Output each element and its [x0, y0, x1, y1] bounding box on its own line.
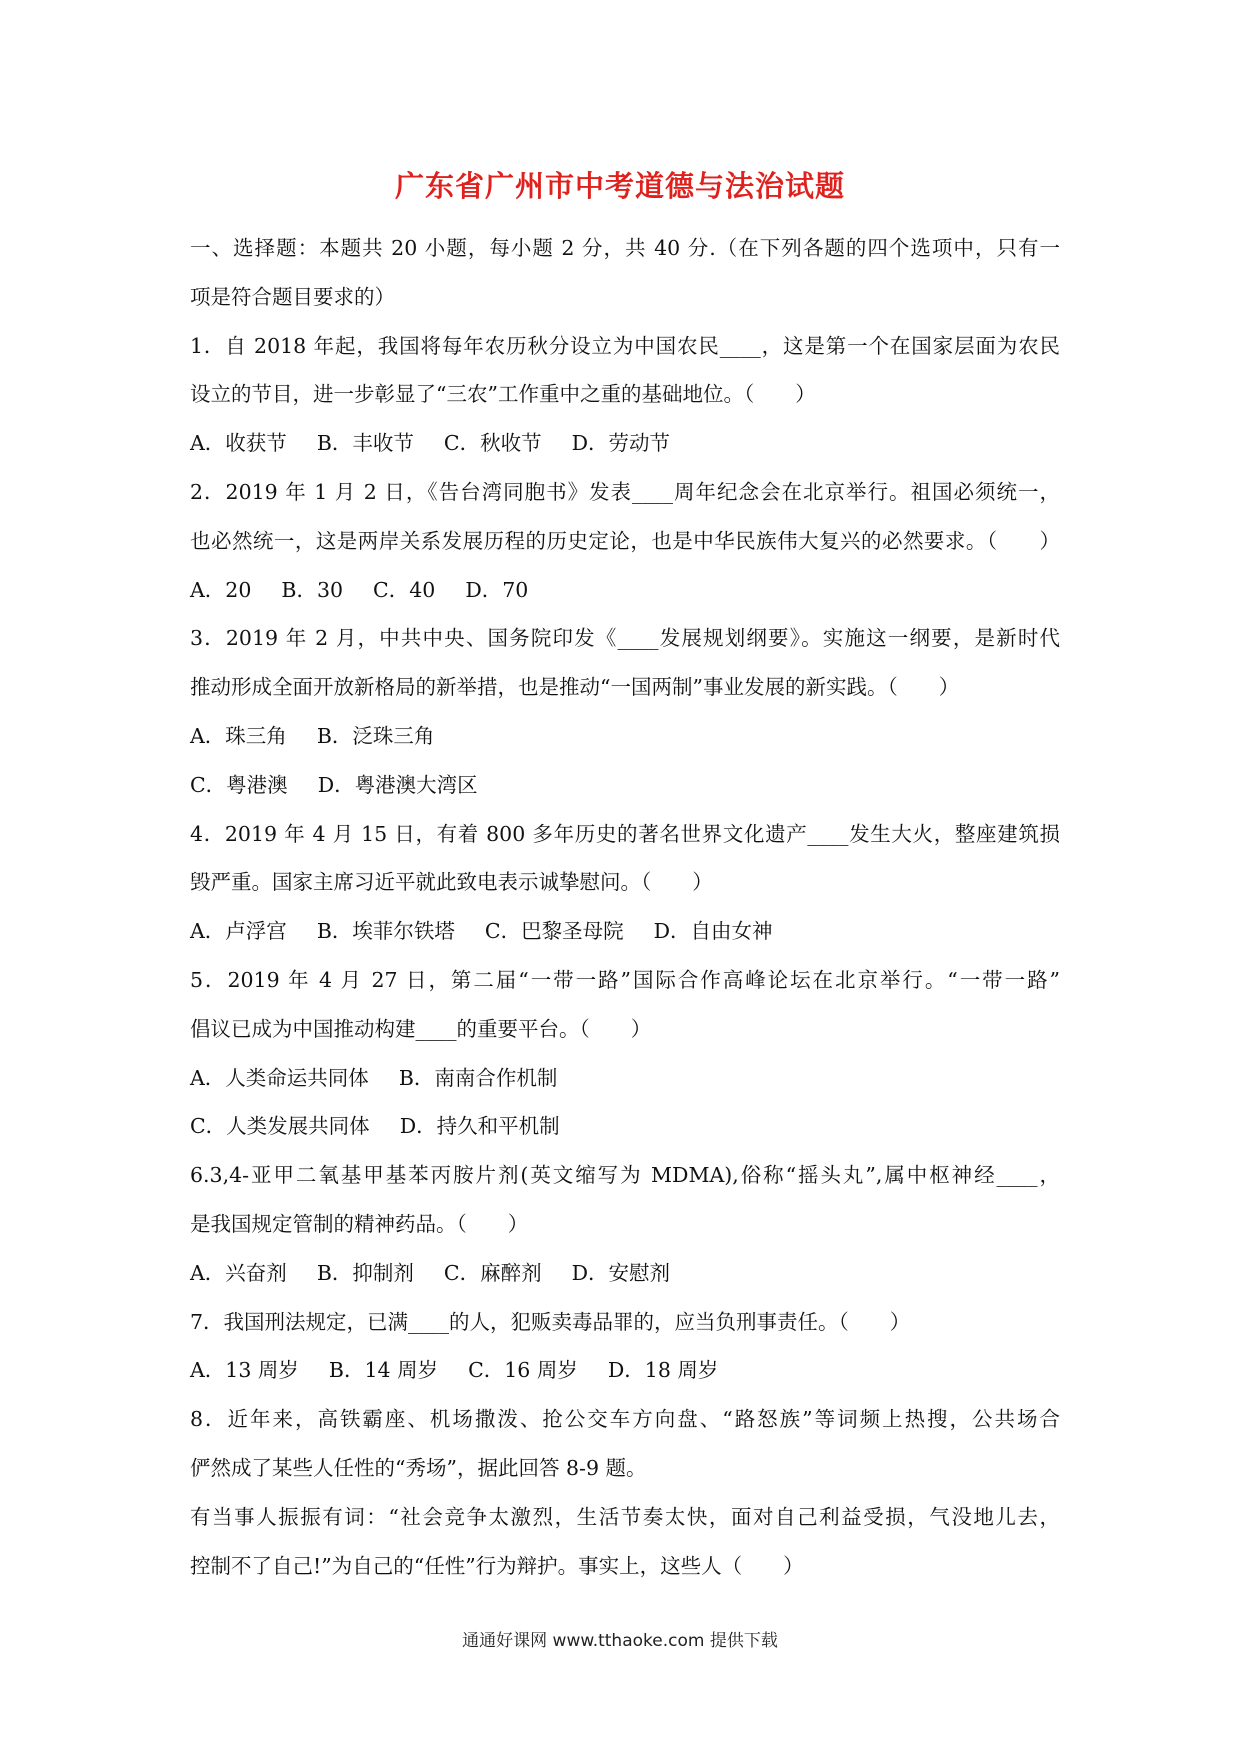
option-row	[190, 1249, 1060, 1298]
option-row	[190, 712, 1060, 761]
option-row	[190, 761, 1060, 810]
question-3	[190, 614, 1060, 809]
option-row	[190, 1054, 1060, 1103]
option-a: A．兴奋剂	[190, 1260, 287, 1285]
option-b: B．南南合作机制	[398, 1065, 558, 1090]
question-text-line: 也必然统一，这是两岸关系发展历程的历史定论，也是中华民族伟大复兴的必然要求。（ ）	[190, 528, 1060, 553]
question-text-line: 毁严重。国家主席习近平就此致电表示诚挚慰问。（ ）	[190, 870, 713, 895]
question-text-line: 推动形成全面开放新格局的新举措，也是推动“一国两制”事业发展的新实践。（ ）	[190, 675, 960, 700]
question-text-line: 4．2019 年 4 月 15 日，有着 800 多年历史的著名世界文化遗产____发生大火，整座建筑损	[190, 821, 1060, 846]
option-row	[190, 566, 1060, 615]
option-b: B．泛珠三角	[316, 723, 435, 748]
option-a: A．13 周岁	[190, 1358, 299, 1383]
option-a: A．20	[190, 577, 252, 602]
question-7	[190, 1298, 1060, 1396]
option-d: D．安慰剂	[571, 1260, 671, 1285]
question-4	[190, 810, 1060, 956]
option-c: C．人类发展共同体	[190, 1114, 370, 1139]
option-d: D．劳动节	[571, 431, 671, 456]
option-b: B．14 周岁	[328, 1358, 439, 1383]
option-a: A．收获节	[190, 431, 287, 456]
option-d: D．18 周岁	[607, 1358, 719, 1383]
question-text-line: 5．2019 年 4 月 27 日，第二届“一带一路”国际合作高峰论坛在北京举行。“一带一路”	[190, 967, 1060, 992]
question-8	[190, 1395, 1060, 1590]
section-instructions-line-1: 一、选择题：本题共 20 小题，每小题 2 分，共 40 分.（在下列各题的四个选项中，只有一	[190, 236, 1060, 260]
question-1	[190, 322, 1060, 468]
option-d: D．自由女神	[653, 919, 773, 944]
option-c: C．16 周岁	[468, 1358, 578, 1383]
question-text-line: 控制不了自己!”为自己的“任性”行为辩护。事实上，这些人（ ）	[190, 1553, 804, 1578]
option-b: B．丰收节	[316, 431, 414, 456]
option-row	[190, 1346, 1060, 1395]
question-2	[190, 468, 1060, 614]
option-c: C．40	[373, 577, 436, 602]
option-a: A．珠三角	[190, 723, 287, 748]
option-a: A．卢浮宫	[190, 919, 287, 944]
option-row	[190, 1102, 1060, 1151]
question-text-line: 6.3,4-亚甲二氧基甲基苯丙胺片剂(英文缩写为 MDMA),俗称“摇头丸”,属中枢神经____，	[190, 1163, 1060, 1188]
exam-content	[190, 224, 1060, 1590]
question-text-line: 1．自 2018 年起，我国将每年农历秋分设立为中国农民____，这是第一个在国家层面为农民	[190, 333, 1060, 358]
option-d: D．持久和平机制	[399, 1114, 560, 1139]
question-text-line: 倡议已成为中国推动构建____的重要平台。（ ）	[190, 1016, 652, 1041]
question-text-line: 俨然成了某些人任性的“秀场”，据此回答 8-9 题。	[190, 1455, 647, 1480]
option-b: B．抑制剂	[316, 1260, 414, 1285]
question-text-line: 3．2019 年 2 月，中共中央、国务院印发《____发展规划纲要》。实施这一纲要，是新时代	[190, 626, 1060, 651]
option-c: C．巴黎圣母院	[484, 919, 624, 944]
option-d: D．粤港澳大湾区	[317, 772, 478, 797]
option-c: C．秋收节	[443, 431, 542, 456]
option-b: B．埃菲尔铁塔	[316, 919, 455, 944]
option-a: A．人类命运共同体	[190, 1065, 369, 1090]
option-c: C．麻醉剂	[443, 1260, 542, 1285]
page-footer: 通通好课网 www.tthaoke.com 提供下载	[462, 1631, 778, 1651]
option-b: B．30	[281, 577, 344, 602]
question-text-line: 7．我国刑法规定，已满____的人，犯贩卖毒品罪的，应当负刑事责任。（ ）	[190, 1309, 911, 1334]
page-title: 广东省广州市中考道德与法治试题	[394, 169, 845, 203]
option-row	[190, 907, 1060, 956]
option-d: D．70	[465, 577, 529, 602]
option-c: C．粤港澳	[190, 772, 288, 797]
section-instructions-line-2: 项是符合题目要求的）	[190, 284, 395, 309]
question-text-line: 是我国规定管制的精神药品。（ ）	[190, 1211, 529, 1236]
question-text-line: 有当事人振振有词：“社会竞争太激烈，生活节奏太快，面对自己利益受损，气没地儿去，	[190, 1504, 1060, 1529]
question-text-line: 2．2019 年 1 月 2 日，《告台湾同胞书》发表____周年纪念会在北京举行。祖国必须统一，	[190, 479, 1060, 504]
option-row	[190, 419, 1060, 468]
question-5	[190, 956, 1060, 1151]
question-text-line: 8．近年来，高铁霸座、机场撒泼、抢公交车方向盘、“路怒族”等词频上热搜，公共场合	[190, 1407, 1060, 1432]
question-text-line: 设立的节目，进一步彰显了“三农”工作重中之重的基础地位。（ ）	[190, 382, 816, 407]
question-6	[190, 1151, 1060, 1297]
